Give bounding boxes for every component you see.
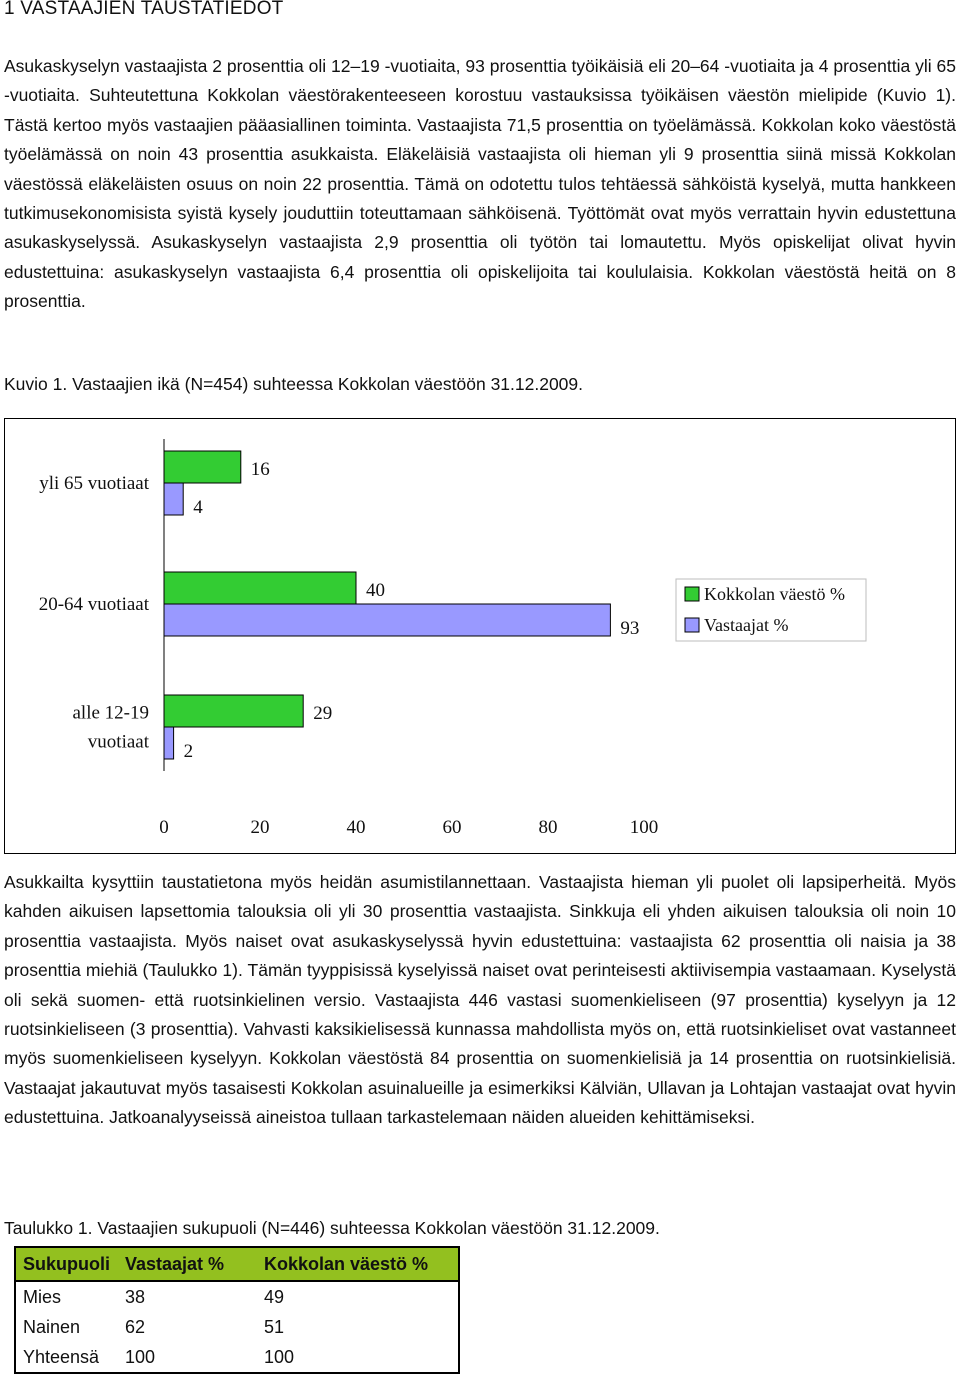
table-cell: Yhteensä — [23, 1346, 100, 1367]
table-cell: 62 — [125, 1316, 146, 1337]
bar-population — [164, 695, 303, 727]
data-label-population: 40 — [366, 580, 385, 601]
legend-swatch — [685, 618, 699, 632]
table-cell: 51 — [264, 1316, 285, 1337]
chart-frame — [4, 418, 956, 854]
data-label-population: 16 — [250, 459, 270, 480]
table-header-cell: Kokkolan väestö % — [257, 1247, 459, 1281]
table-cell: 100 — [264, 1346, 295, 1367]
table-cell: 38 — [125, 1286, 146, 1307]
data-label-respondents: 4 — [193, 497, 203, 518]
body-paragraph-2: Asukkailta kysyttiin taustatietona myös heidän asumistilannettaan. Vastaajista hieman yli puolet oli lapsiperheitä. Myös kahden aikuisen lapsettomia talouksia oli yli 30 prosenttia vastaajista. Sinkkuja eli yhden aikuisen talouksia oli noin 10 prosenttia vastaajista. Myös naiset ovat asukaskyselyssä hyvin edustettuina: vastaajista 62 prosenttia oli naisia ja 38 prosenttia miehiä (Taulukko 1). Tämän tyyppisissä kyselyissä naiset ovat perinteisesti aktiivisempia vastaamaan. Kyselystä oli sekä suomen- että ruotsinkielinen versio. Vastaajista 446 vastasi suomenkieliseen (97 prosenttia) kyselyyn ja 12 ruotsinkieliseen (3 prosenttia). Vahvasti kaksikielisessä kunnassa mahdollista myös on, että ruotsinkieliset ovat vastanneet myös suomenkieliseen kyselyyn. Kokkolan väestöstä 84 prosenttia on suomenkielisiä ja 14 prosenttia on ruotsinkielisiä. Vastaajat jakautuvat myös tasaisesti Kokkolan asuinalueille ja esimerkiksi Kälviän, Ullavan ja Lohtajan vastaajat ovat hyvin edustettuina. Jatkoanalyyseissä aineistoa tullaan tarkastelemaan näiden alueiden kehittämiseksi. — [4, 872, 956, 1128]
table-caption: Taulukko 1. Vastaajien sukupuoli (N=446) suhteessa Kokkolan väestöön 31.12.2009. — [4, 1218, 660, 1238]
bar-respondents — [164, 483, 183, 515]
bar-respondents — [164, 727, 174, 759]
bar-population — [164, 572, 356, 604]
category-label: vuotiaat — [87, 731, 149, 753]
table-header-row — [15, 1247, 459, 1281]
x-tick-label: 20 — [250, 817, 270, 838]
table-cell: Mies — [23, 1286, 62, 1307]
table-row — [15, 1312, 459, 1342]
legend-swatch — [685, 587, 699, 601]
table-row — [15, 1342, 459, 1373]
data-label-population: 29 — [313, 703, 333, 724]
x-tick-label: 80 — [538, 817, 558, 838]
category-label: 20-64 vuotiaat — [38, 594, 149, 615]
category-label: yli 65 vuotiaat — [39, 473, 149, 494]
body-paragraph-1: Asukaskyselyn vastaajista 2 prosenttia oli 12–19 -vuotiaita, 93 prosenttia työikäisiä eli 20–64 -vuotiaita ja 4 prosenttia yli 65 -vuotiaita. Suhteutettuna Kokkolan väestörakenteeseen korostuu vastauksissa työikäisen väestön mielipide (Kuvio 1). Tästä kertoo myös vastaajien pääasiallinen toiminta. Vastaajista 71,5 prosenttia on työelämässä. Kokkolan koko väestöstä työelämässä on noin 43 prosenttia asukkaista. Eläkeläisiä vastaajista oli hieman yli 9 prosenttia siinä missä Kokkolan väestössä eläkeläisten osuus on noin 22 prosenttia. Tämä on odotettu tulos tehtäessä sähköistä kyselyä, mutta hankkeen tutkimusekonomisista syistä kysely jouduttiin toteuttamaan sähköisenä. Työttömät ovat myös verrattain hyvin edustettuna asukaskyselyssä. Asukaskyselyn vastaajista 2,9 prosenttia oli työtön tai lomautettu. Myös opiskelijat olivat hyvin edustettuina: asukaskyselyn vastaajista 6,4 prosenttia oli opiskelijoita tai koululaisia. Kokkolan väestöstä heitä on 8 prosenttia. — [4, 56, 956, 312]
table-cell: 100 — [125, 1346, 156, 1367]
legend-label: Kokkolan väestö % — [704, 584, 845, 604]
table-header-cell: Sukupuoli — [15, 1247, 118, 1281]
section-heading: 1 VASTAAJIEN TAUSTATIEDOT — [4, 0, 284, 19]
bar-chart — [5, 419, 955, 853]
bar-respondents — [164, 604, 610, 636]
table-row — [15, 1281, 459, 1312]
category-label: alle 12-19 — [72, 702, 149, 724]
x-tick-label: 100 — [629, 817, 659, 838]
bar-population — [164, 451, 241, 483]
x-tick-label: 40 — [346, 817, 366, 838]
data-label-respondents: 93 — [620, 618, 640, 639]
gender-table — [14, 1246, 460, 1374]
legend-label: Vastaajat % — [704, 615, 789, 635]
x-tick-label: 0 — [159, 817, 169, 838]
table-header-cell: Vastaajat % — [118, 1247, 257, 1281]
figure-caption: Kuvio 1. Vastaajien ikä (N=454) suhteessa Kokkolan väestöön 31.12.2009. — [4, 374, 584, 394]
x-tick-label: 60 — [442, 817, 462, 838]
table-cell: 49 — [264, 1286, 285, 1307]
table-cell: Nainen — [23, 1316, 81, 1337]
data-label-respondents: 2 — [183, 741, 194, 762]
